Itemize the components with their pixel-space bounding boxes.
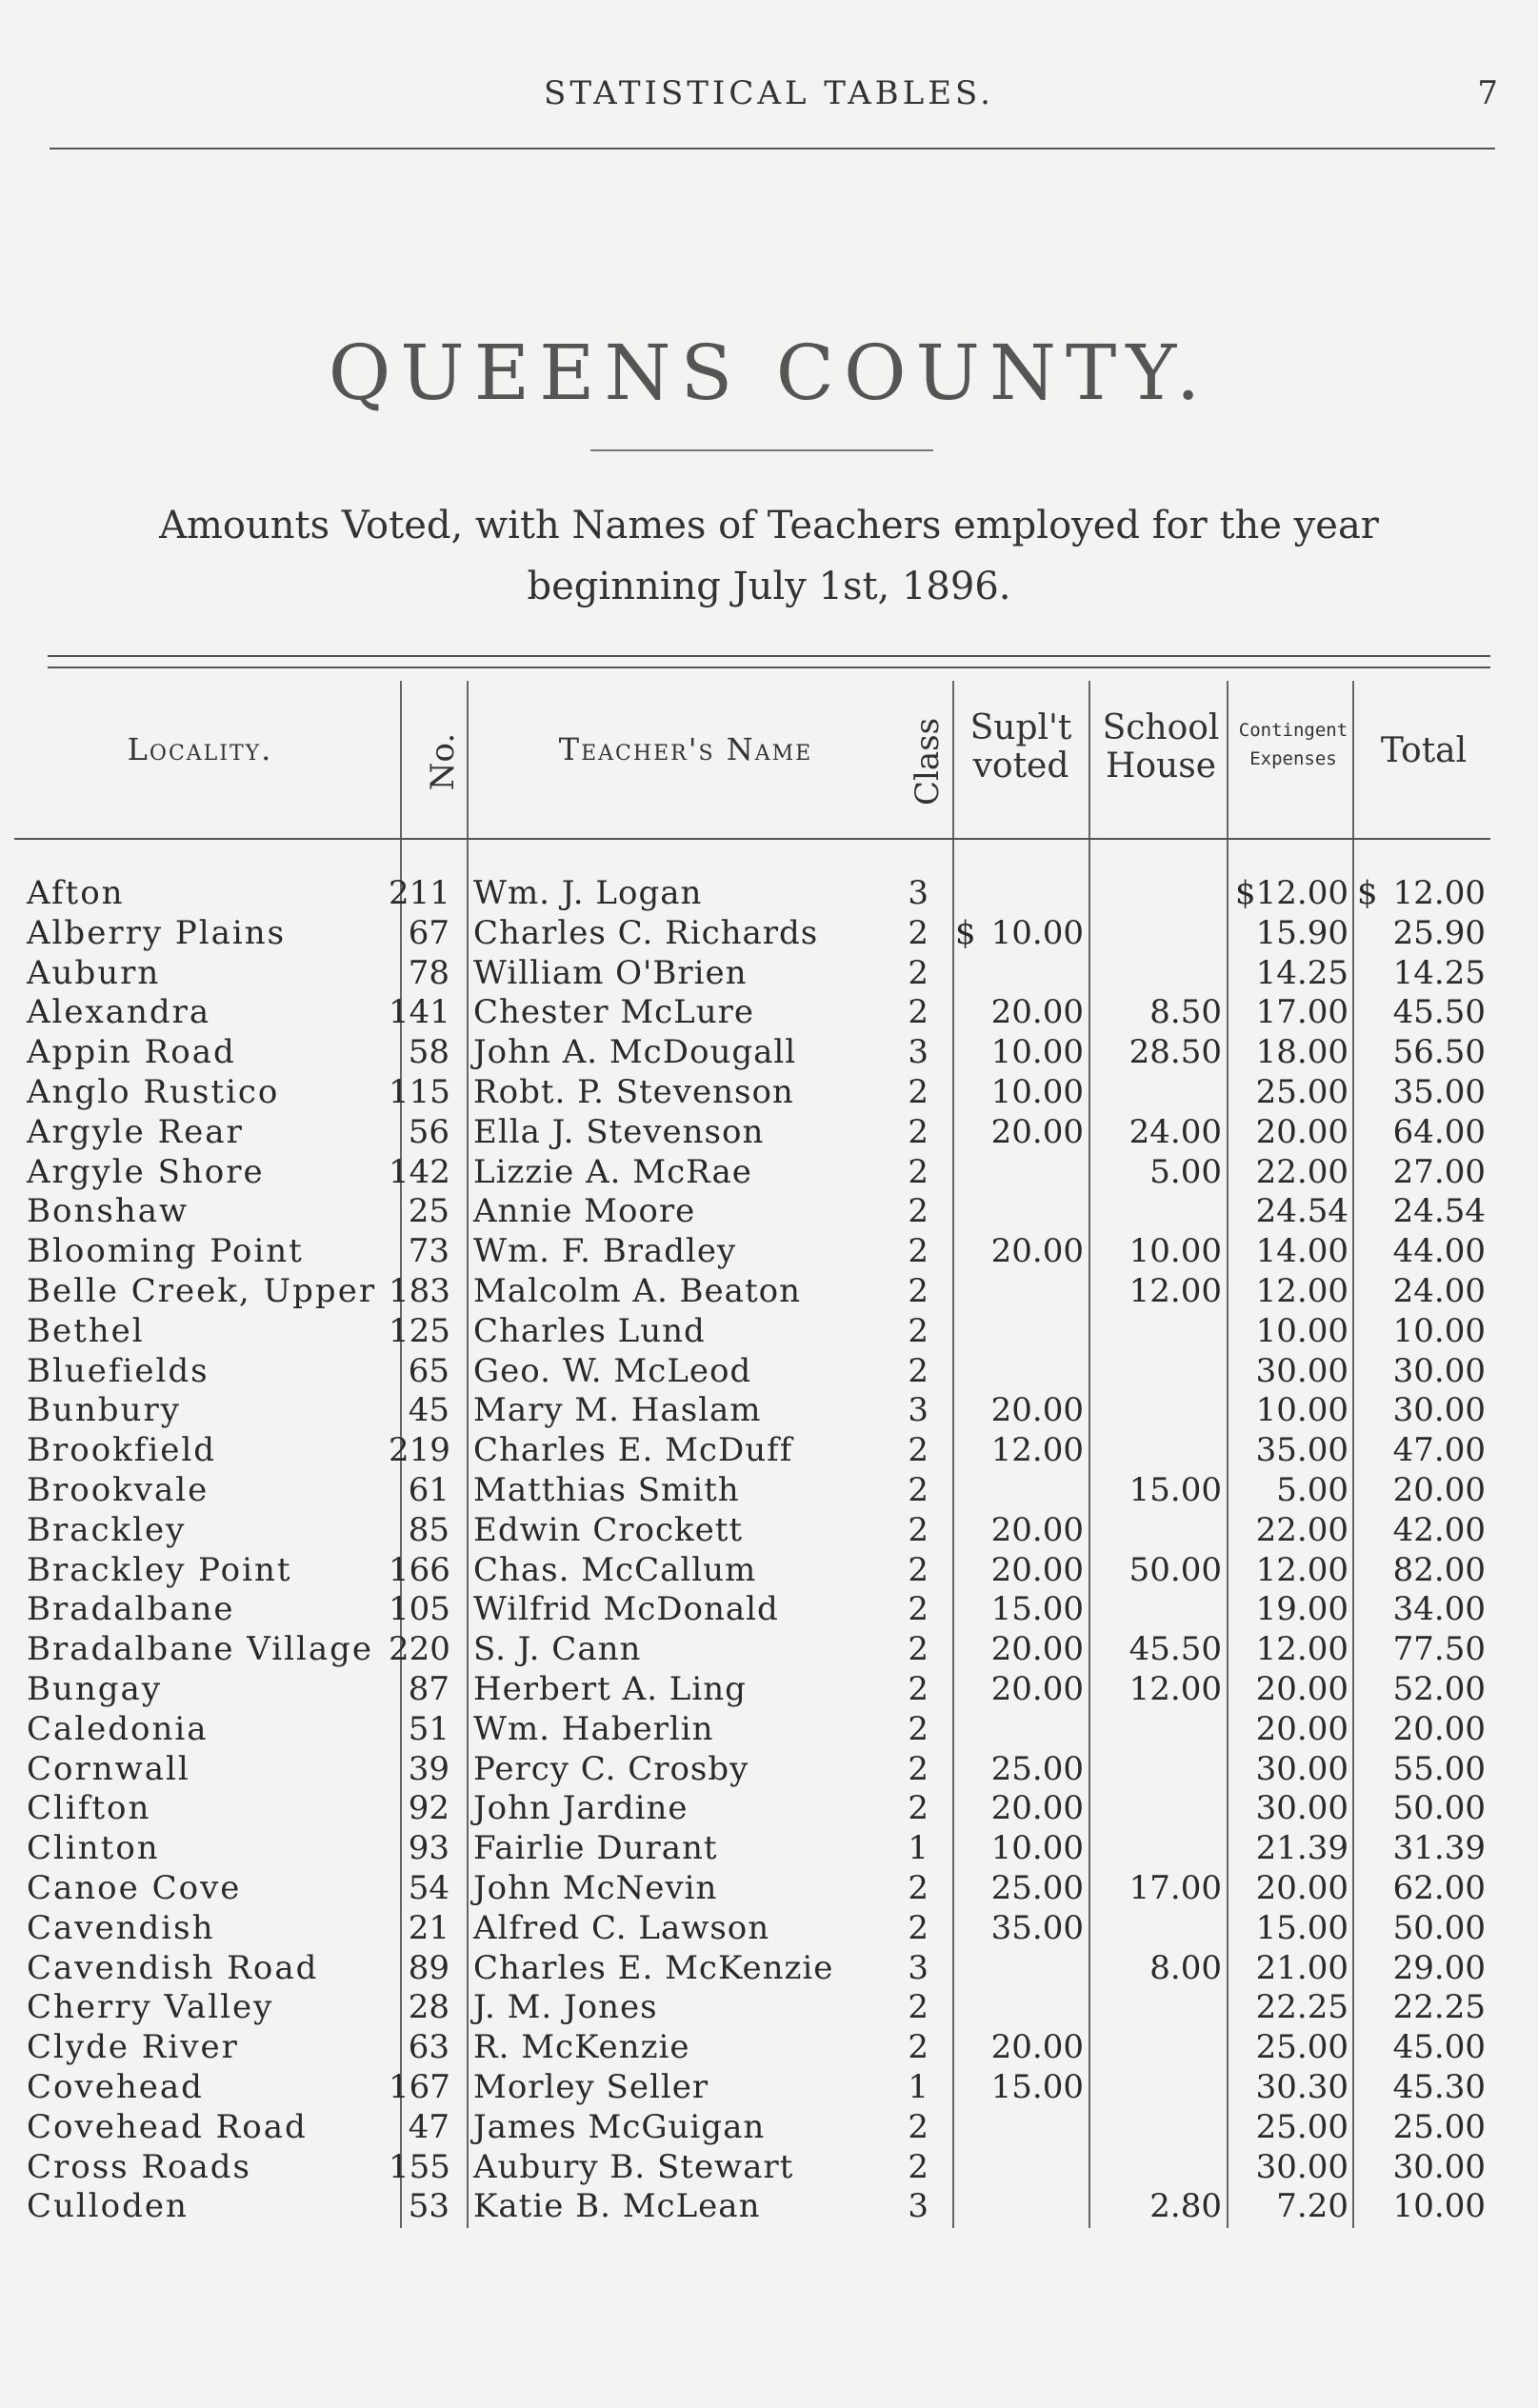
cell-class: 2 (908, 1789, 929, 1828)
cell-locality: Caledonia (27, 1709, 209, 1748)
currency-symbol-total: $ (1357, 874, 1378, 912)
cell-teacher-name: Robt. P. Stevenson (473, 1072, 794, 1111)
cell-locality: Cherry Valley (27, 1988, 274, 2027)
cell-number: 167 (389, 2067, 450, 2106)
cell-school-house: 17.00 (1129, 1868, 1222, 1907)
currency-symbol-supl: $ (955, 913, 976, 952)
cell-total: 14.25 (1392, 953, 1486, 992)
cell-supl-voted: 20.00 (990, 1510, 1084, 1549)
cell-teacher-name: R. McKenzie (473, 2028, 690, 2067)
cell-contingent-expenses: 22.00 (1255, 1152, 1348, 1191)
cell-school-house: 28.50 (1129, 1033, 1222, 1072)
cell-class: 2 (908, 1908, 929, 1947)
cell-total: 77.50 (1392, 1630, 1486, 1669)
cell-locality: Cornwall (27, 1749, 190, 1788)
cell-teacher-name: John A. McDougall (473, 1033, 797, 1072)
table-row (0, 1590, 1538, 1630)
cell-supl-voted: 20.00 (990, 1789, 1084, 1828)
cell-total: 42.00 (1392, 1510, 1486, 1549)
page-number: 7 (1477, 74, 1498, 112)
table-row (0, 1431, 1538, 1471)
cell-number: 142 (389, 1152, 450, 1191)
cell-locality: Argyle Shore (27, 1152, 265, 1191)
cell-teacher-name: William O'Brien (473, 953, 748, 992)
cell-supl-voted: 20.00 (990, 1550, 1084, 1589)
cell-locality: Afton (27, 874, 125, 912)
cell-teacher-name: Wm. J. Logan (473, 874, 703, 912)
cell-supl-voted: 10.00 (990, 913, 1084, 952)
cell-contingent-expenses: 15.90 (1255, 913, 1348, 952)
cell-locality: Bradalbane Village (27, 1630, 374, 1669)
cell-class: 2 (908, 2147, 929, 2186)
cell-total: 29.00 (1392, 1948, 1486, 1987)
column-header-teacher: Teacher's Name (558, 731, 813, 767)
cell-locality: Covehead Road (27, 2107, 308, 2146)
cell-class: 3 (908, 874, 929, 912)
cell-total: 30.00 (1392, 1351, 1486, 1390)
table-row (0, 1670, 1538, 1710)
column-header-locality: Locality. (127, 731, 273, 767)
cell-total: 62.00 (1392, 1868, 1486, 1907)
cell-teacher-name: Wm. Haberlin (473, 1709, 714, 1748)
cell-class: 2 (908, 1669, 929, 1708)
cell-number: 51 (408, 1709, 449, 1748)
cell-locality: Bradalbane (27, 1590, 235, 1629)
cell-contingent-expenses: $12.00 (1235, 874, 1348, 912)
cell-school-house: 24.00 (1129, 1112, 1222, 1151)
cell-number: 28 (408, 1988, 449, 2027)
cell-teacher-name: Malcolm A. Beaton (473, 1271, 801, 1310)
table-row (0, 1073, 1538, 1113)
cell-total: 50.00 (1392, 1908, 1486, 1947)
cell-number: 61 (408, 1470, 449, 1509)
cell-number: 56 (408, 1112, 449, 1151)
table-row (0, 1511, 1538, 1551)
cell-supl-voted: 20.00 (990, 1391, 1084, 1430)
cell-contingent-expenses: 20.00 (1255, 1709, 1348, 1748)
cell-contingent-expenses: 30.00 (1255, 2147, 1348, 2186)
cell-locality: Clinton (27, 1829, 160, 1868)
cell-school-house: 5.00 (1149, 1152, 1222, 1191)
cell-number: 105 (389, 1590, 450, 1629)
cell-locality: Auburn (27, 953, 161, 992)
header-bottom-rule (14, 838, 1490, 840)
cell-locality: Alexandra (27, 993, 211, 1032)
cell-number: 78 (408, 953, 449, 992)
cell-locality: Clifton (27, 1789, 151, 1828)
table-row (0, 993, 1538, 1033)
cell-number: 53 (408, 2187, 449, 2226)
cell-contingent-expenses: 20.00 (1255, 1669, 1348, 1708)
cell-contingent-expenses: 30.30 (1255, 2067, 1348, 2106)
cell-teacher-name: James McGuigan (473, 2107, 766, 2146)
cell-contingent-expenses: 25.00 (1255, 2028, 1348, 2067)
table-row (0, 1153, 1538, 1193)
cell-number: 115 (389, 1072, 450, 1111)
cell-class: 2 (908, 1152, 929, 1191)
cell-contingent-expenses: 30.00 (1255, 1351, 1348, 1390)
cell-number: 47 (408, 2107, 449, 2146)
cell-total: 52.00 (1392, 1669, 1486, 1708)
table-row (0, 1033, 1538, 1073)
cell-total: 35.00 (1392, 1072, 1486, 1111)
table-row (0, 2108, 1538, 2148)
cell-teacher-name: Geo. W. McLeod (473, 1351, 752, 1390)
header-rule (50, 148, 1495, 149)
cell-class: 2 (908, 1470, 929, 1509)
table-row (0, 1750, 1538, 1790)
cell-number: 89 (408, 1948, 449, 1987)
cell-contingent-expenses: 25.00 (1255, 2107, 1348, 2146)
cell-locality: Bluefields (27, 1351, 210, 1390)
county-title: QUEENS COUNTY. (328, 328, 1210, 417)
subtitle-line-2: beginning July 1st, 1896. (527, 565, 1011, 608)
cell-total: 55.00 (1392, 1749, 1486, 1788)
cell-total: 27.00 (1392, 1152, 1486, 1191)
cell-contingent-expenses: 10.00 (1255, 1391, 1348, 1430)
cell-teacher-name: Katie B. McLean (473, 2187, 761, 2226)
cell-teacher-name: Charles E. McDuff (473, 1431, 793, 1470)
table-row (0, 1789, 1538, 1829)
cell-total: 24.54 (1392, 1192, 1486, 1231)
cell-supl-voted: 20.00 (990, 1630, 1084, 1669)
cell-teacher-name: Charles E. McKenzie (473, 1948, 834, 1987)
column-header-supl-line-2: voted (972, 746, 1069, 786)
table-row (0, 1192, 1538, 1232)
cell-supl-voted: 20.00 (990, 1112, 1084, 1151)
running-title: STATISTICAL TABLES. (544, 74, 994, 112)
cell-number: 220 (389, 1630, 450, 1669)
column-header-school (1093, 709, 1228, 786)
column-header-contingent-line-2: Expenses (1249, 748, 1337, 769)
cell-total: 45.30 (1392, 2067, 1486, 2106)
cell-contingent-expenses: 30.00 (1255, 1789, 1348, 1828)
cell-total: 12.00 (1392, 874, 1486, 912)
cell-class: 2 (908, 2028, 929, 2067)
cell-supl-voted: 10.00 (990, 1829, 1084, 1868)
cell-contingent-expenses: 14.25 (1255, 953, 1348, 992)
table-row (0, 1312, 1538, 1352)
cell-number: 65 (408, 1351, 449, 1390)
cell-number: 21 (408, 1908, 449, 1947)
cell-contingent-expenses: 17.00 (1255, 993, 1348, 1032)
cell-supl-voted: 20.00 (990, 1669, 1084, 1708)
cell-total: 64.00 (1392, 1112, 1486, 1151)
cell-number: 141 (389, 993, 450, 1032)
cell-contingent-expenses: 15.00 (1255, 1908, 1348, 1947)
cell-school-house: 50.00 (1129, 1550, 1222, 1589)
cell-class: 3 (908, 1391, 929, 1430)
cell-locality: Alberry Plains (27, 913, 287, 952)
cell-class: 2 (908, 993, 929, 1032)
cell-school-house: 12.00 (1129, 1669, 1222, 1708)
cell-class: 2 (908, 953, 929, 992)
cell-total: 10.00 (1392, 1311, 1486, 1350)
cell-class: 2 (908, 1431, 929, 1470)
cell-contingent-expenses: 19.00 (1255, 1590, 1348, 1629)
cell-teacher-name: Wm. F. Bradley (473, 1232, 737, 1271)
cell-teacher-name: Matthias Smith (473, 1470, 740, 1509)
cell-locality: Culloden (27, 2187, 189, 2226)
cell-class: 3 (908, 1948, 929, 1987)
cell-number: 58 (408, 1033, 449, 1072)
table-row (0, 2028, 1538, 2068)
cell-class: 2 (908, 1192, 929, 1231)
cell-supl-voted: 25.00 (990, 1868, 1084, 1907)
cell-class: 1 (908, 1829, 929, 1868)
cell-teacher-name: Annie Moore (473, 1192, 696, 1231)
cell-class: 2 (908, 1709, 929, 1748)
table-top-rule (48, 655, 1490, 657)
cell-teacher-name: Charles Lund (473, 1311, 706, 1350)
cell-teacher-name: Alfred C. Lawson (473, 1908, 770, 1947)
cell-contingent-expenses: 22.00 (1255, 1510, 1348, 1549)
title-rule (590, 449, 933, 451)
cell-number: 183 (389, 1271, 450, 1310)
table-row (0, 2068, 1538, 2108)
cell-total: 20.00 (1392, 1709, 1486, 1748)
subtitle (124, 495, 1414, 617)
table-row (0, 1352, 1538, 1392)
cell-locality: Anglo Rustico (27, 1072, 280, 1111)
cell-class: 2 (908, 1232, 929, 1271)
cell-class: 2 (908, 1630, 929, 1669)
cell-supl-voted: 20.00 (990, 1232, 1084, 1271)
cell-teacher-name: John Jardine (473, 1789, 689, 1828)
cell-locality: Blooming Point (27, 1232, 304, 1271)
table-row (0, 1869, 1538, 1909)
cell-supl-voted: 15.00 (990, 2067, 1084, 2106)
cell-class: 2 (908, 1988, 929, 2027)
column-header-school-line-1: School (1102, 708, 1220, 747)
cell-teacher-name: Ella J. Stevenson (473, 1112, 765, 1151)
cell-contingent-expenses: 12.00 (1255, 1550, 1348, 1589)
cell-total: 31.39 (1392, 1829, 1486, 1868)
table-row (0, 1113, 1538, 1153)
cell-class: 2 (908, 1311, 929, 1350)
table-row (0, 1909, 1538, 1949)
cell-total: 45.00 (1392, 2028, 1486, 2067)
cell-contingent-expenses: 12.00 (1255, 1271, 1348, 1310)
cell-number: 63 (408, 2028, 449, 2067)
cell-number: 67 (408, 913, 449, 952)
cell-total: 25.90 (1392, 913, 1486, 952)
column-header-total: Total (1380, 731, 1468, 770)
cell-contingent-expenses: 12.00 (1255, 1630, 1348, 1669)
table-row (0, 954, 1538, 994)
cell-locality: Cross Roads (27, 2147, 251, 2186)
table-row (0, 2148, 1538, 2188)
table-row (0, 1471, 1538, 1511)
cell-total: 47.00 (1392, 1431, 1486, 1470)
cell-locality: Bungay (27, 1669, 163, 1708)
cell-total: 44.00 (1392, 1232, 1486, 1271)
cell-class: 2 (908, 1112, 929, 1151)
cell-teacher-name: Edwin Crockett (473, 1510, 744, 1549)
table-row (0, 1391, 1538, 1431)
cell-class: 2 (908, 1072, 929, 1111)
table-row (0, 2187, 1538, 2227)
cell-number: 54 (408, 1868, 449, 1907)
table-row (0, 874, 1538, 914)
cell-contingent-expenses: 25.00 (1255, 1072, 1348, 1111)
cell-teacher-name: S. J. Cann (473, 1630, 642, 1669)
cell-contingent-expenses: 14.00 (1255, 1232, 1348, 1271)
cell-locality: Cavendish (27, 1908, 215, 1947)
cell-supl-voted: 20.00 (990, 993, 1084, 1032)
cell-number: 219 (389, 1431, 450, 1470)
cell-contingent-expenses: 21.00 (1255, 1948, 1348, 1987)
cell-total: 22.25 (1392, 1988, 1486, 2027)
column-header-supl-line-1: Supl't (969, 708, 1072, 747)
cell-class: 1 (908, 2067, 929, 2106)
cell-class: 2 (908, 1590, 929, 1629)
cell-class: 2 (908, 2107, 929, 2146)
cell-class: 2 (908, 1351, 929, 1390)
cell-number: 211 (389, 874, 450, 912)
cell-locality: Brackley Point (27, 1550, 292, 1589)
cell-number: 92 (408, 1789, 449, 1828)
cell-class: 2 (908, 1868, 929, 1907)
cell-number: 87 (408, 1669, 449, 1708)
cell-number: 25 (408, 1192, 449, 1231)
cell-total: 34.00 (1392, 1590, 1486, 1629)
cell-supl-voted: 10.00 (990, 1072, 1084, 1111)
cell-class: 2 (908, 1550, 929, 1589)
column-header-contingent (1232, 716, 1354, 773)
cell-class: 2 (908, 1510, 929, 1549)
table-row (0, 1630, 1538, 1670)
cell-contingent-expenses: 22.25 (1255, 1988, 1348, 2027)
cell-locality: Brackley (27, 1510, 187, 1549)
cell-contingent-expenses: 30.00 (1255, 1749, 1348, 1788)
cell-contingent-expenses: 35.00 (1255, 1431, 1348, 1470)
cell-teacher-name: Aubury B. Stewart (473, 2147, 794, 2186)
cell-locality: Brookvale (27, 1470, 210, 1509)
cell-total: 45.50 (1392, 993, 1486, 1032)
cell-class: 3 (908, 2187, 929, 2226)
cell-supl-voted: 35.00 (990, 1908, 1084, 1947)
cell-total: 25.00 (1392, 2107, 1486, 2146)
cell-contingent-expenses: 18.00 (1255, 1033, 1348, 1072)
table-row (0, 1551, 1538, 1591)
cell-teacher-name: Charles C. Richards (473, 913, 819, 952)
cell-locality: Appin Road (27, 1033, 236, 1072)
column-header-supl (954, 709, 1088, 786)
cell-teacher-name: John McNevin (473, 1868, 718, 1907)
cell-contingent-expenses: 5.00 (1276, 1470, 1348, 1509)
cell-total: 10.00 (1392, 2187, 1486, 2226)
column-header-class: Class (909, 717, 947, 806)
cell-contingent-expenses: 20.00 (1255, 1868, 1348, 1907)
cell-school-house: 10.00 (1129, 1232, 1222, 1271)
column-header-contingent-line-1: Contingent (1238, 720, 1348, 741)
cell-locality: Canoe Cove (27, 1868, 242, 1907)
cell-class: 3 (908, 1033, 929, 1072)
cell-total: 50.00 (1392, 1789, 1486, 1828)
cell-teacher-name: Mary M. Haslam (473, 1391, 762, 1430)
cell-number: 155 (389, 2147, 450, 2186)
cell-locality: Belle Creek, Upper (27, 1271, 377, 1310)
cell-number: 125 (389, 1311, 450, 1350)
column-header-school-line-2: House (1105, 746, 1217, 786)
cell-locality: Argyle Rear (27, 1112, 244, 1151)
cell-number: 39 (408, 1749, 449, 1788)
cell-school-house: 2.80 (1149, 2187, 1222, 2226)
cell-teacher-name: Chas. McCallum (473, 1550, 757, 1589)
cell-locality: Bethel (27, 1311, 145, 1350)
cell-school-house: 12.00 (1129, 1271, 1222, 1310)
table-row (0, 1949, 1538, 1989)
cell-supl-voted: 15.00 (990, 1590, 1084, 1629)
cell-total: 30.00 (1392, 2147, 1486, 2186)
cell-total: 24.00 (1392, 1271, 1486, 1310)
table-row (0, 1710, 1538, 1750)
cell-teacher-name: Fairlie Durant (473, 1829, 718, 1868)
cell-class: 2 (908, 1749, 929, 1788)
cell-locality: Bunbury (27, 1391, 181, 1430)
cell-teacher-name: Herbert A. Ling (473, 1669, 747, 1708)
cell-number: 45 (408, 1391, 449, 1430)
table-body (0, 874, 1538, 2227)
column-header-no: No. (424, 732, 462, 791)
cell-total: 56.50 (1392, 1033, 1486, 1072)
cell-teacher-name: J. M. Jones (473, 1988, 658, 2027)
cell-school-house: 8.50 (1149, 993, 1222, 1032)
table-row (0, 1829, 1538, 1869)
cell-contingent-expenses: 24.54 (1255, 1192, 1348, 1231)
cell-class: 2 (908, 1271, 929, 1310)
table-row (0, 1988, 1538, 2028)
cell-contingent-expenses: 21.39 (1255, 1829, 1348, 1868)
cell-locality: Clyde River (27, 2028, 239, 2067)
cell-school-house: 15.00 (1129, 1470, 1222, 1509)
cell-total: 30.00 (1392, 1391, 1486, 1430)
cell-number: 166 (389, 1550, 450, 1589)
cell-number: 93 (408, 1829, 449, 1868)
cell-teacher-name: Morley Seller (473, 2067, 709, 2106)
cell-locality: Bonshaw (27, 1192, 190, 1231)
cell-number: 73 (408, 1232, 449, 1271)
cell-locality: Cavendish Road (27, 1948, 319, 1987)
table-top-rule-inner (48, 667, 1490, 668)
cell-teacher-name: Lizzie A. McRae (473, 1152, 752, 1191)
cell-locality: Covehead (27, 2067, 204, 2106)
cell-teacher-name: Chester McLure (473, 993, 755, 1032)
cell-contingent-expenses: 7.20 (1276, 2187, 1348, 2226)
table-row (0, 1272, 1538, 1312)
cell-contingent-expenses: 20.00 (1255, 1112, 1348, 1151)
cell-supl-voted: 10.00 (990, 1033, 1084, 1072)
cell-supl-voted: 25.00 (990, 1749, 1084, 1788)
cell-locality: Brookfield (27, 1431, 216, 1470)
cell-contingent-expenses: 10.00 (1255, 1311, 1348, 1350)
table-row (0, 1232, 1538, 1272)
cell-teacher-name: Percy C. Crosby (473, 1749, 749, 1788)
cell-number: 85 (408, 1510, 449, 1549)
cell-class: 2 (908, 913, 929, 952)
cell-total: 20.00 (1392, 1470, 1486, 1509)
cell-supl-voted: 12.00 (990, 1431, 1084, 1470)
cell-school-house: 8.00 (1149, 1948, 1222, 1987)
cell-supl-voted: 20.00 (990, 2028, 1084, 2067)
cell-total: 82.00 (1392, 1550, 1486, 1589)
cell-school-house: 45.50 (1129, 1630, 1222, 1669)
cell-teacher-name: Wilfrid McDonald (473, 1590, 779, 1629)
subtitle-line-1: Amounts Voted, with Names of Teachers employed for the year (159, 504, 1379, 547)
table-row (0, 914, 1538, 954)
